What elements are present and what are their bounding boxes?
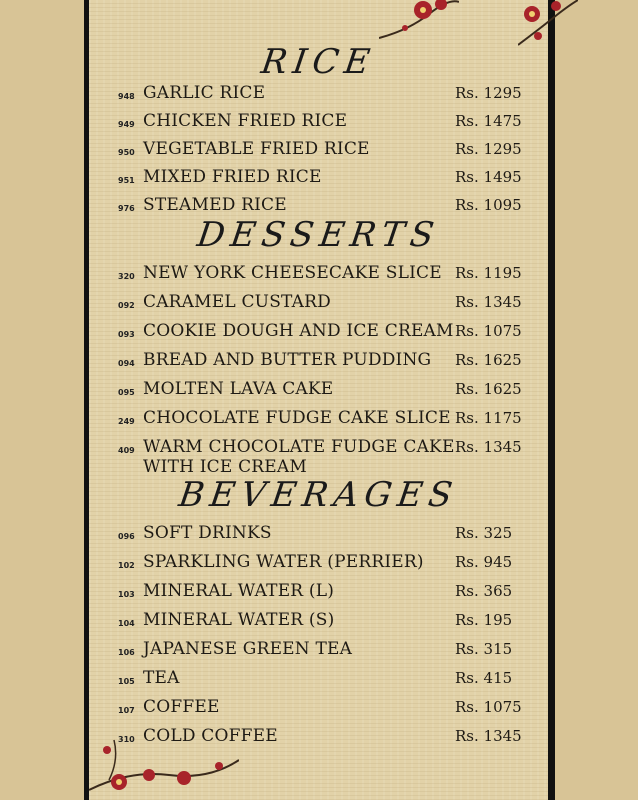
item-price: Rs. 945 (455, 553, 513, 571)
item-name: NEW YORK CHEESECAKE SLICE (143, 263, 442, 283)
menu-item (89, 321, 548, 349)
item-name: MOLTEN LAVA CAKE (143, 379, 334, 399)
item-code: 948 (118, 92, 135, 101)
cherry-blossom-top-icon (379, 0, 459, 40)
item-price: Rs. 1295 (455, 84, 522, 102)
menu-item (89, 379, 548, 407)
item-name: VEGETABLE FRIED RICE (143, 139, 370, 159)
item-name: COFFEE (143, 697, 220, 717)
item-name: WARM CHOCOLATE FUDGE CAKE (143, 437, 455, 457)
item-name: STEAMED RICE (143, 195, 287, 215)
menu-item (89, 581, 548, 609)
item-code: 092 (118, 301, 135, 310)
item-code: 104 (118, 619, 135, 628)
menu-item (89, 83, 548, 111)
item-price: Rs. 1475 (455, 112, 522, 130)
cherry-blossom-corner-icon (518, 0, 578, 50)
item-code: 102 (118, 561, 135, 570)
item-name: SPARKLING WATER (PERRIER) (143, 552, 424, 572)
item-code: 950 (118, 148, 135, 157)
section-title-desserts: DESSERTS (194, 215, 443, 255)
item-price: Rs. 1075 (455, 322, 522, 340)
menu-item (89, 726, 548, 754)
item-price: Rs. 1345 (455, 727, 522, 745)
item-price: Rs. 1625 (455, 380, 522, 398)
item-name: MINERAL WATER (S) (143, 610, 335, 630)
item-code: 094 (118, 359, 135, 368)
item-name: MIXED FRIED RICE (143, 167, 322, 187)
menu-item (89, 167, 548, 195)
item-code: 249 (118, 417, 135, 426)
menu-panel (84, 0, 555, 800)
item-price: Rs. 1345 (455, 438, 522, 456)
item-name: GARLIC RICE (143, 83, 266, 103)
menu-item (89, 350, 548, 378)
menu-item (89, 668, 548, 696)
item-name: CARAMEL CUSTARD (143, 292, 331, 312)
menu-item (89, 697, 548, 725)
menu-item (89, 292, 548, 320)
menu-item (89, 552, 548, 580)
item-code: 976 (118, 204, 135, 213)
section-title-rice: RICE (258, 42, 379, 82)
item-name: CHICKEN FRIED RICE (143, 111, 348, 131)
item-price: Rs. 1095 (455, 196, 522, 214)
item-price: Rs. 365 (455, 582, 513, 600)
item-price: Rs. 1195 (455, 264, 522, 282)
menu-item (89, 639, 548, 667)
item-name: JAPANESE GREEN TEA (143, 639, 353, 659)
item-code: 106 (118, 648, 135, 657)
item-code: 949 (118, 120, 135, 129)
menu-item (89, 111, 548, 139)
item-price: Rs. 1495 (455, 168, 522, 186)
item-price: Rs. 325 (455, 524, 513, 542)
item-code: 093 (118, 330, 135, 339)
item-code: 095 (118, 388, 135, 397)
item-code: 320 (118, 272, 135, 281)
item-code: 951 (118, 176, 135, 185)
item-name: COOKIE DOUGH AND ICE CREAM (143, 321, 454, 341)
item-code: 310 (118, 735, 135, 744)
item-price: Rs. 415 (455, 669, 513, 687)
item-code: 409 (118, 446, 135, 455)
item-name: TEA (143, 668, 180, 688)
item-name: MINERAL WATER (L) (143, 581, 335, 601)
item-price: Rs. 1295 (455, 140, 522, 158)
menu-item (89, 139, 548, 167)
item-name: BREAD AND BUTTER PUDDING (143, 350, 432, 370)
item-name: SOFT DRINKS (143, 523, 272, 543)
menu-item (89, 610, 548, 638)
menu-item (89, 523, 548, 551)
item-price: Rs. 1625 (455, 351, 522, 369)
item-name: CHOCOLATE FUDGE CAKE SLICE (143, 408, 451, 428)
item-name: COLD COFFEE (143, 726, 278, 746)
item-code: 103 (118, 590, 135, 599)
item-code: 096 (118, 532, 135, 541)
item-code: 107 (118, 706, 135, 715)
menu-item (89, 263, 548, 291)
item-name-line2: WITH ICE CREAM (143, 457, 307, 477)
item-price: Rs. 315 (455, 640, 513, 658)
item-price: Rs. 195 (455, 611, 513, 629)
menu-item (89, 408, 548, 436)
item-price: Rs. 1345 (455, 293, 522, 311)
item-price: Rs. 1075 (455, 698, 522, 716)
item-code: 105 (118, 677, 135, 686)
item-price: Rs. 1175 (455, 409, 522, 427)
section-title-beverages: BEVERAGES (176, 475, 461, 515)
